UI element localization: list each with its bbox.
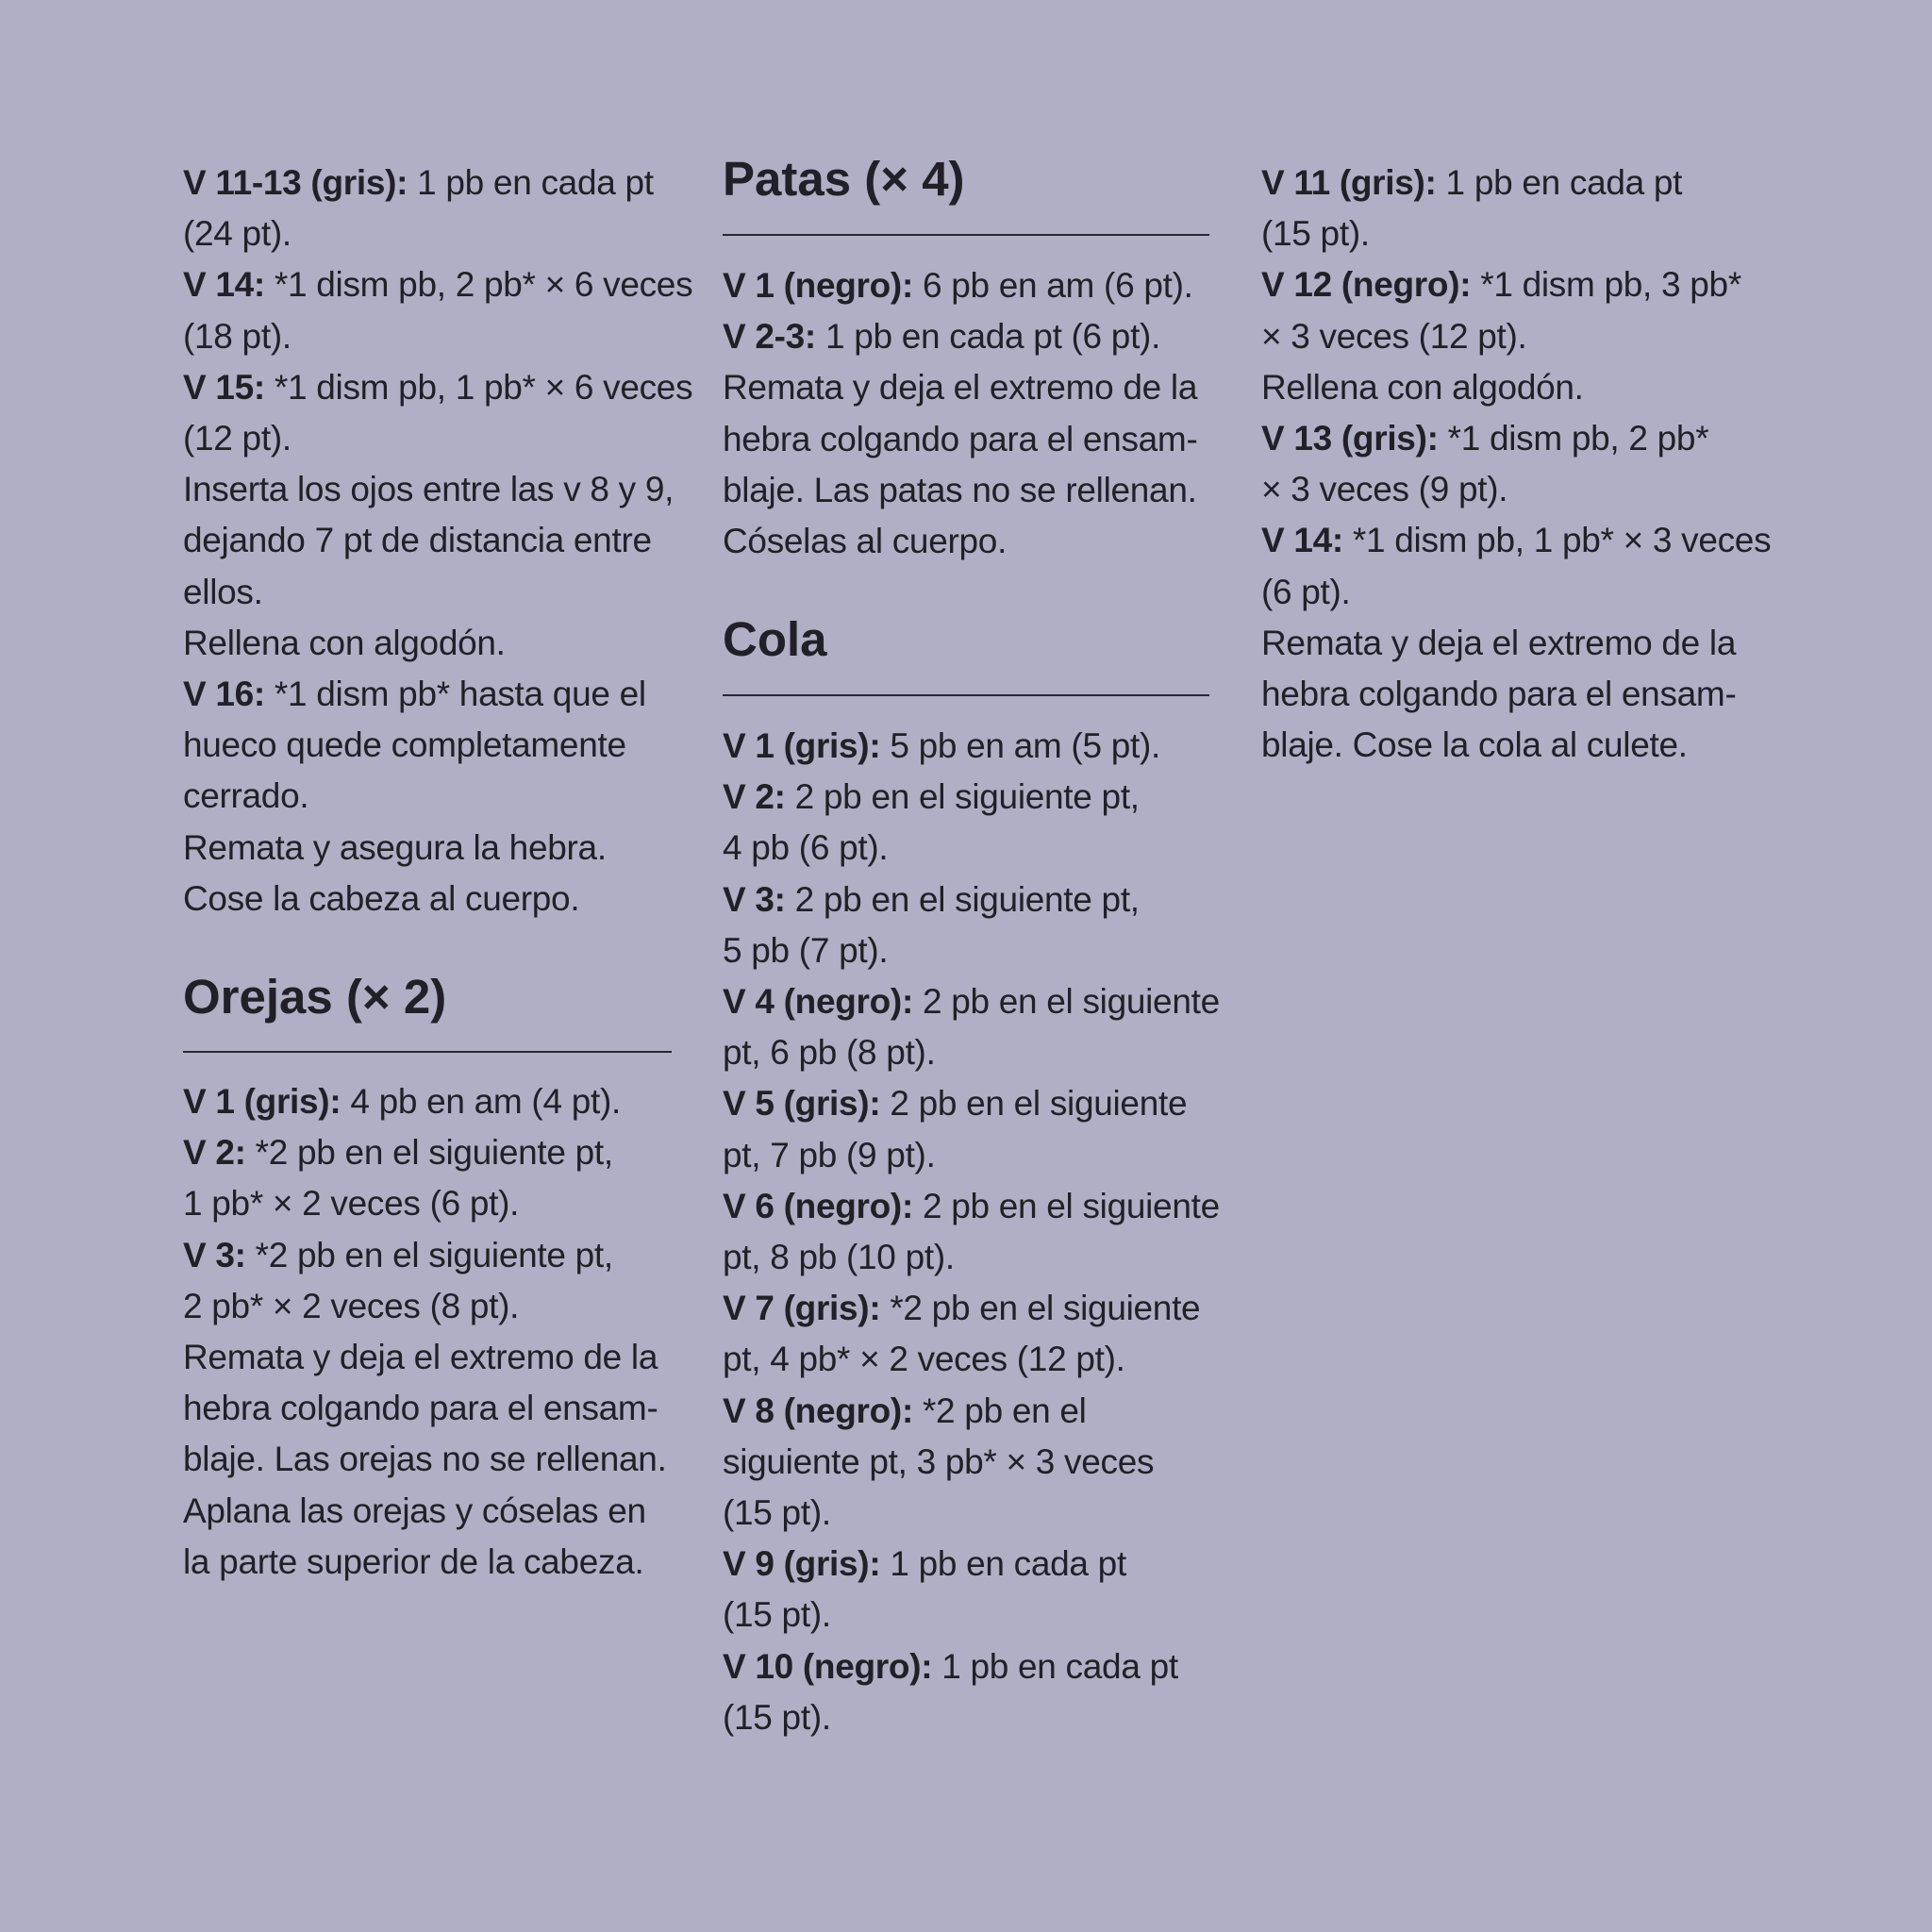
round-label: V 1 (negro): [723, 266, 913, 305]
instruction-line [723, 1386, 1211, 1437]
instruction-text: *1 dism pb, 1 pb* × 6 veces [264, 367, 693, 407]
instruction-line [183, 1127, 674, 1178]
instruction-text: 1 pb en cada pt [932, 1646, 1178, 1686]
instruction-text: blaje. Cose la cola al culete. [1261, 725, 1688, 765]
instruction-line [723, 874, 1211, 925]
round-label: V 1 (gris): [183, 1082, 341, 1121]
instruction-line [183, 771, 674, 822]
instruction-text: (15 pt). [723, 1697, 831, 1737]
instruction-text: hebra colgando para el ensam- [723, 419, 1198, 458]
instruction-line [1261, 158, 1752, 208]
instruction-text: 2 pb en el siguiente [912, 1186, 1220, 1225]
instruction-line [1261, 720, 1752, 771]
instruction-line [723, 1539, 1211, 1590]
heading-patas: Patas (× 4) [723, 152, 965, 206]
instruction-line [183, 311, 674, 362]
round-label: V 7 (gris): [723, 1289, 881, 1328]
instruction-line [1261, 669, 1752, 720]
instruction-line [183, 464, 674, 515]
instruction-line [183, 362, 693, 413]
instruction-line [183, 208, 674, 259]
instruction-text: hueco quede completamente [183, 725, 626, 765]
instruction-line [1261, 362, 1752, 413]
instruction-text: (6 pt). [1261, 572, 1351, 611]
instruction-line [183, 1486, 674, 1537]
instruction-line [723, 311, 1211, 362]
instruction-text: pt, 8 pb (10 pt). [723, 1238, 955, 1277]
instruction-line [723, 1641, 1211, 1692]
round-label: V 6 (negro): [723, 1186, 913, 1225]
instruction-text: 2 pb en el siguiente [880, 1084, 1188, 1124]
round-label: V 11 (gris): [1261, 163, 1437, 202]
round-label: V 10 (negro): [723, 1646, 933, 1686]
instruction-line [183, 669, 674, 720]
instruction-line [183, 1281, 674, 1332]
instruction-line [183, 1178, 674, 1229]
instruction-text: 6 pb en am (6 pt). [912, 266, 1193, 305]
round-label: V 14: [183, 265, 265, 305]
instruction-text: la parte superior de la cabeza. [183, 1541, 644, 1581]
instruction-text: Remata y deja el extremo de la [723, 368, 1198, 408]
instruction-text: pt, 6 pb (8 pt). [723, 1033, 936, 1073]
instruction-text: *2 pb en el [912, 1391, 1087, 1430]
instruction-line [723, 465, 1211, 516]
instruction-line [183, 1076, 674, 1127]
instruction-line [723, 1334, 1211, 1385]
instruction-line [183, 1537, 674, 1588]
instruction-text: Remata y deja el extremo de la [1261, 623, 1737, 662]
section-divider [183, 1051, 672, 1053]
instruction-line [723, 772, 1211, 823]
heading-cola: Cola [723, 612, 827, 666]
instruction-text: 1 pb* × 2 veces (6 pt). [183, 1184, 520, 1224]
instruction-line [1261, 567, 1752, 618]
instruction-line [723, 362, 1211, 413]
instruction-line [723, 1027, 1211, 1078]
round-label: V 2-3: [723, 317, 816, 357]
instruction-line [723, 925, 1211, 976]
instruction-text: Aplana las orejas y cóselas en [183, 1491, 646, 1530]
instruction-line [723, 1181, 1220, 1232]
instruction-line [723, 976, 1220, 1027]
instruction-text: 1 pb en cada pt (6 pt). [815, 317, 1161, 357]
instruction-line [723, 1078, 1211, 1129]
instruction-text: (18 pt). [183, 316, 291, 356]
instruction-text: 5 pb en am (5 pt). [880, 726, 1160, 765]
instruction-text: cerrado. [183, 776, 309, 816]
instruction-text: *2 pb en el siguiente pt, [245, 1133, 613, 1173]
instruction-line [723, 1130, 1211, 1181]
instruction-line [1261, 311, 1752, 362]
instruction-text: blaje. Las patas no se rellenan. [723, 470, 1197, 509]
instruction-line [723, 1590, 1211, 1641]
round-label: V 4 (negro): [723, 982, 913, 1022]
instruction-line [183, 158, 674, 208]
instruction-line [723, 1283, 1211, 1334]
round-label: V 8 (negro): [723, 1391, 913, 1430]
instruction-text: *2 pb en el siguiente [880, 1289, 1201, 1328]
instruction-text: Inserta los ojos entre las v 8 y 9, [183, 470, 675, 509]
instruction-line [183, 515, 674, 566]
round-label: V 2: [723, 777, 786, 817]
instruction-text: Rellena con algodón. [1261, 367, 1584, 407]
instruction-text: *1 dism pb, 2 pb* [1438, 419, 1709, 458]
instruction-line [183, 720, 674, 771]
instruction-text: hebra colgando para el ensam- [183, 1389, 658, 1428]
round-label: V 5 (gris): [723, 1084, 881, 1124]
instruction-text: × 3 veces (9 pt). [1261, 470, 1508, 509]
section-divider [723, 694, 1209, 696]
instruction-text: 2 pb* × 2 veces (8 pt). [183, 1286, 520, 1325]
instruction-text: *2 pb en el siguiente pt, [245, 1235, 613, 1274]
instruction-text: 2 pb en el siguiente pt, [785, 777, 1140, 817]
instruction-line [183, 874, 674, 924]
instruction-text: dejando 7 pt de distancia entre [183, 521, 652, 560]
instruction-line [183, 823, 674, 874]
instruction-line [723, 260, 1211, 311]
instruction-line [1261, 618, 1752, 669]
instruction-text: ellos. [183, 572, 263, 611]
instruction-text: Remata y deja el extremo de la [183, 1338, 658, 1377]
instruction-text: *1 dism pb, 3 pb* [1471, 265, 1741, 305]
instruction-text: blaje. Las orejas no se rellenan. [183, 1440, 667, 1479]
instruction-line [1261, 413, 1752, 464]
instruction-line [723, 1692, 1211, 1743]
section-divider [723, 234, 1209, 236]
instruction-text: Rellena con algodón. [183, 623, 506, 662]
round-label: V 1 (gris): [723, 726, 881, 765]
instruction-text: (12 pt). [183, 419, 291, 458]
instruction-text: 5 pb (7 pt). [723, 930, 889, 970]
round-label: V 3: [723, 879, 786, 919]
instruction-text: siguiente pt, 3 pb* × 3 veces [723, 1441, 1155, 1481]
instruction-text: *1 dism pb, 1 pb* × 3 veces [1342, 521, 1772, 560]
instruction-text: Cóselas al cuerpo. [723, 522, 1008, 561]
orejas-instructions [183, 1076, 674, 1588]
instruction-line [723, 823, 1211, 874]
instruction-line [183, 413, 674, 464]
instruction-text: *1 dism pb, 2 pb* × 6 veces [264, 265, 693, 305]
instruction-line [1261, 515, 1772, 566]
round-label: V 13 (gris): [1261, 419, 1439, 458]
instruction-text: 4 pb en am (4 pt). [341, 1082, 621, 1121]
instruction-text: (15 pt). [1261, 214, 1370, 254]
cola-instructions [723, 721, 1220, 1743]
instruction-text: (15 pt). [723, 1595, 831, 1635]
head-instructions [183, 158, 693, 924]
instruction-text: hebra colgando para el ensam- [1261, 675, 1737, 714]
instruction-text: Cose la cabeza al cuerpo. [183, 878, 580, 918]
instruction-line [1261, 464, 1752, 515]
round-label: V 12 (negro): [1261, 265, 1472, 305]
instruction-line [723, 721, 1211, 772]
round-label: V 2: [183, 1133, 246, 1173]
instruction-text: (24 pt). [183, 214, 291, 254]
instruction-text: pt, 7 pb (9 pt). [723, 1135, 936, 1174]
instruction-line [183, 567, 674, 618]
instruction-text: 1 pb en cada pt [408, 163, 654, 202]
instruction-text: pt, 4 pb* × 2 veces (12 pt). [723, 1340, 1125, 1379]
instruction-line [183, 1332, 674, 1383]
instruction-text: Remata y asegura la hebra. [183, 827, 607, 867]
instruction-text: (15 pt). [723, 1493, 831, 1533]
instruction-line [183, 259, 693, 310]
instruction-line [183, 1230, 674, 1281]
instruction-text: 4 pb (6 pt). [723, 828, 889, 868]
instruction-text: 2 pb en el siguiente [912, 982, 1220, 1022]
instruction-text: *1 dism pb* hasta que el [264, 675, 646, 714]
instruction-line [723, 414, 1211, 465]
instruction-line [723, 516, 1211, 567]
instruction-line [723, 1437, 1211, 1488]
patas-instructions [723, 260, 1211, 567]
instruction-text: × 3 veces (12 pt). [1261, 316, 1527, 356]
round-label: V 15: [183, 367, 265, 407]
round-label: V 9 (gris): [723, 1544, 881, 1584]
round-label: V 11-13 (gris): [183, 163, 408, 202]
instruction-line [183, 1434, 674, 1485]
instruction-line [723, 1488, 1211, 1539]
instruction-line [183, 618, 674, 669]
heading-orejas: Orejas (× 2) [183, 970, 447, 1024]
instruction-line [723, 1232, 1211, 1283]
instruction-text: 2 pb en el siguiente pt, [785, 879, 1140, 919]
instruction-line [1261, 259, 1752, 310]
instruction-text: 1 pb en cada pt [880, 1544, 1126, 1584]
instruction-line [183, 1383, 674, 1434]
round-label: V 3: [183, 1235, 246, 1274]
instruction-line [1261, 208, 1752, 259]
instruction-text: 1 pb en cada pt [1436, 163, 1683, 202]
cola-instructions-continued [1261, 158, 1772, 771]
round-label: V 16: [183, 675, 265, 714]
round-label: V 14: [1261, 521, 1343, 560]
